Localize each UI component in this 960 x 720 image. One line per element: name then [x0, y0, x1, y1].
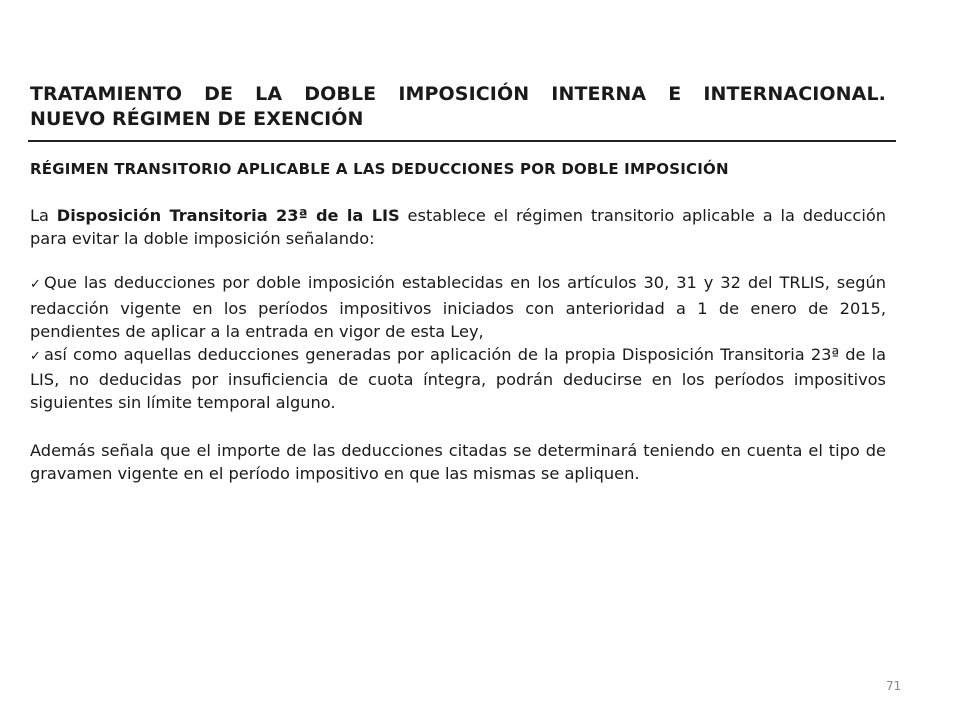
intro-prefix: La [30, 206, 57, 225]
slide-title-line-1: TRATAMIENTO DE LA DOBLE IMPOSICIÓN INTERNA E INTERNACIONAL. [30, 83, 886, 105]
bullet-text: así como aquellas deducciones generadas por aplicación de la propia Disposición Transitoria 23ª de la LIS, no deducidas por insuficiencia de cuota íntegra, podrán deducirse en los períodos impositivos siguientes sin límite temporal alguno. [30, 345, 886, 413]
bullet-text: Que las deducciones por doble imposición establecidas en los artículos 30, 31 y 32 del TRLIS, según redacción vigente en los períodos impositivos iniciados con anterioridad a 1 de enero de 2015, pendientes de aplicar a la entrada en vigor de esta Ley, [30, 273, 886, 341]
slide-title-line-2: NUEVO RÉGIMEN DE EXENCIÓN [30, 108, 364, 130]
slide-title [30, 82, 886, 132]
intro-paragraph [30, 204, 886, 250]
checkmark-icon: ✓ [30, 277, 41, 293]
checkmark-icon: ✓ [30, 349, 41, 365]
list-item [30, 271, 886, 343]
closing-paragraph: Además señala que el importe de las deducciones citadas se determinará teniendo en cuenta el tipo de gravamen vigente en el período impositivo en que las mismas se apliquen. [30, 440, 886, 483]
intro-suffix: establece el régimen transitorio aplicable a la deducción para evitar la doble imposición señalando: [30, 206, 886, 249]
title-divider [28, 140, 896, 142]
list-item [30, 343, 886, 415]
page-number: 71 [886, 679, 902, 693]
slide-body [30, 158, 886, 506]
section-heading: RÉGIMEN TRANSITORIO APLICABLE A LAS DEDUCCIONES POR DOBLE IMPOSICIÓN [30, 160, 729, 178]
bullet-list [30, 271, 886, 414]
intro-bold-reference: Disposición Transitoria 23ª de la LIS [56, 206, 400, 225]
